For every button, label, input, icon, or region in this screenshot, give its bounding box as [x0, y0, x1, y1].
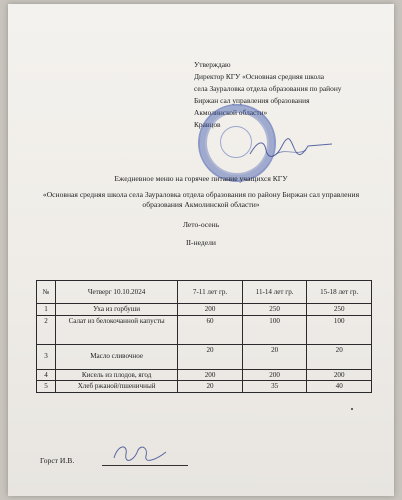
dish-name: Масло сливочное — [55, 344, 177, 369]
approval-heading: Утверждаю — [194, 60, 231, 69]
dish-name: Хлеб ржаной/пшеничный — [55, 381, 177, 393]
table-row — [37, 344, 372, 369]
approval-director: Директор КГУ «Основная средняя школа — [194, 72, 325, 81]
director-signature — [246, 134, 336, 162]
row-number: 1 — [37, 304, 56, 316]
column-header-7-11: 7-11 лет гр. — [178, 281, 243, 304]
portion-15-18: 100 — [307, 315, 372, 344]
dish-name: Салат из белокочанной капусты — [55, 315, 177, 344]
portion-7-11: 60 — [178, 315, 243, 344]
portion-7-11: 20 — [178, 344, 243, 369]
column-header-15-18: 15-18 лет гр. — [307, 281, 372, 304]
table-row — [37, 369, 372, 381]
portion-11-14: 35 — [242, 381, 307, 393]
portion-11-14: 20 — [242, 344, 307, 369]
approval-name-line: Кравцов — [194, 120, 221, 129]
menu-title-block — [22, 174, 380, 248]
portion-7-11: 200 — [178, 304, 243, 316]
signer-name: Горст И.В. — [40, 456, 75, 465]
week-label: II-недели — [185, 238, 216, 247]
approval-school-line: села Зауралoвка отдела образования по району — [194, 84, 342, 93]
row-number: 5 — [37, 381, 56, 393]
season-label: Лето-осень — [182, 220, 220, 229]
document-page — [8, 4, 394, 496]
menu-table — [36, 280, 372, 393]
approval-region-line: Акмолинской области» — [194, 108, 268, 117]
portion-11-14: 250 — [242, 304, 307, 316]
column-header-11-14: 11-14 лет гр. — [242, 281, 307, 304]
portion-15-18: 40 — [307, 381, 372, 393]
row-number: 4 — [37, 369, 56, 381]
portion-15-18: 250 — [307, 304, 372, 316]
table-row — [37, 304, 372, 316]
row-number: 3 — [37, 344, 56, 369]
portion-15-18: 20 — [307, 344, 372, 369]
column-header-number: № — [37, 281, 56, 304]
table-row — [37, 315, 372, 344]
portion-15-18: 200 — [307, 369, 372, 381]
row-number: 2 — [37, 315, 56, 344]
table-row — [37, 381, 372, 393]
portion-7-11: 20 — [178, 381, 243, 393]
approval-department-line: Биржан сал управления образования — [194, 96, 310, 105]
author-signature — [108, 440, 172, 466]
school-name: «Основная средняя школа села Зауралoвка отдела образования по району Биржан сал управления образования Акмолинской области» — [42, 190, 360, 209]
dish-name: Кисель из плодов, ягод — [55, 369, 177, 381]
ink-dot — [351, 408, 353, 410]
portion-11-14: 200 — [242, 369, 307, 381]
portion-7-11: 200 — [178, 369, 243, 381]
dish-name: Уха из горбуши — [55, 304, 177, 316]
menu-title: Ежедневное меню на горячее питание учащихся КГУ — [114, 174, 288, 183]
column-header-day: Четверг 10.10.2024 — [55, 281, 177, 304]
signature-line — [102, 465, 188, 466]
table-header-row — [37, 281, 372, 304]
portion-11-14: 100 — [242, 315, 307, 344]
